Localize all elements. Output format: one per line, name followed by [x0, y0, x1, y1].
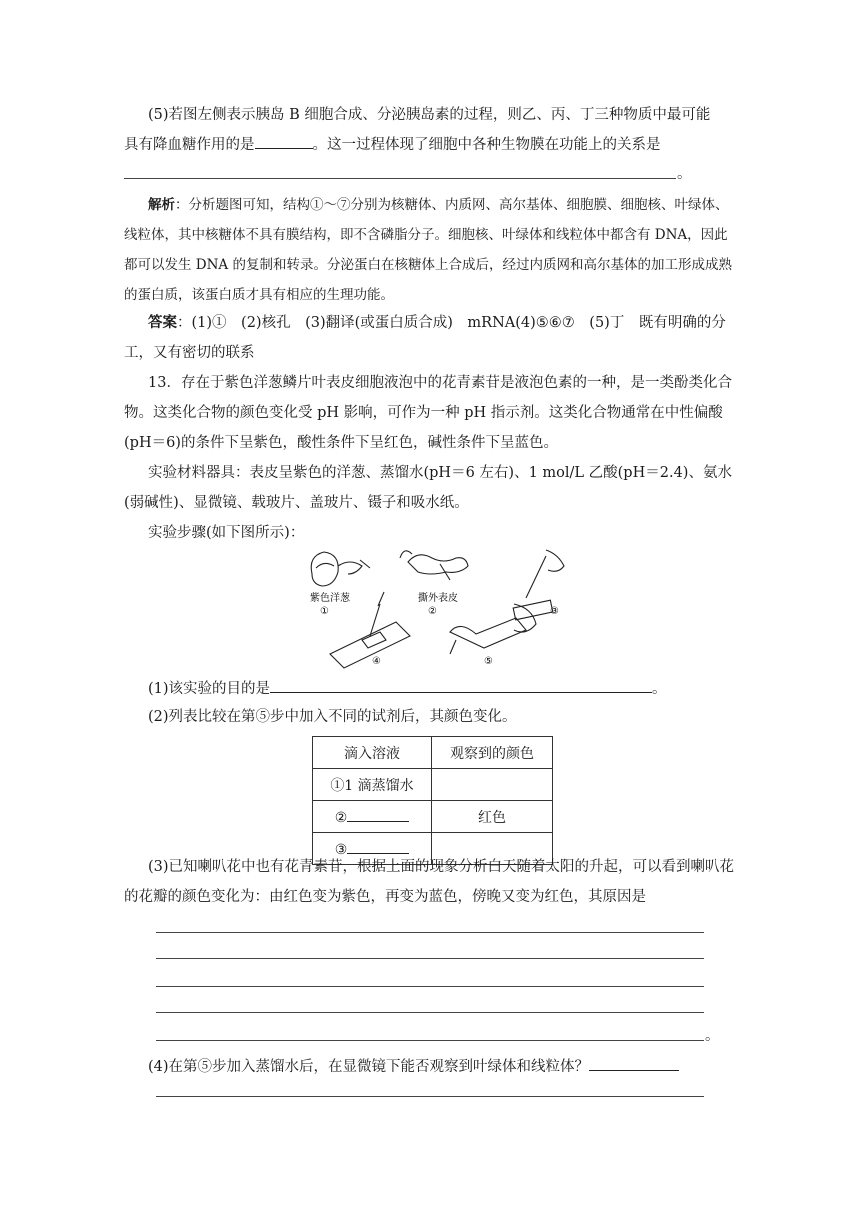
- table-row: [313, 801, 553, 833]
- q5-period: 。: [677, 166, 692, 182]
- table-blank-2[interactable]: [347, 807, 409, 822]
- q13-materials: 实验材料器具：表皮呈紫色的洋葱、蒸馏水(pH＝6 左右)、1 mol/L 乙酸(pH＝2.4)、氨水(弱碱性)、显微镜、载玻片、盖玻片、镊子和吸水纸。: [124, 465, 732, 511]
- q13-sub1-end: 。: [652, 681, 667, 697]
- table-row: [313, 769, 553, 801]
- color-table: [312, 736, 553, 865]
- table-header-row: [313, 737, 553, 769]
- q13-steps: 实验步骤(如下图所示)：: [148, 525, 305, 541]
- onion-icon: [311, 552, 338, 586]
- q13-intro: 13．存在于紫色洋葱鳞片叶表皮细胞液泡中的花青素苷是液泡色素的一种，是一类酚类化合物。这类化合物的颜色变化受 pH 影响，可作为一种 pH 指示剂。这类化合物通常在中性偏酸(pH＝6)的条件下呈紫色，酸性条件下呈红色，碱性条件下呈蓝色。: [124, 375, 732, 451]
- figure-number-4: ④: [372, 656, 381, 667]
- analysis-paragraph: [124, 190, 736, 310]
- table-cell-prefix: ③: [334, 842, 348, 858]
- q5-line2-end: 。这一过程体现了细胞中各种生物膜在功能上的关系是: [312, 137, 661, 153]
- table-cell: [313, 801, 432, 833]
- figure-number-5: ⑤: [484, 656, 493, 667]
- q13-sub3-answer-line-4[interactable]: [156, 1012, 704, 1013]
- q13-sub2: (2)列表比较在第⑤步中加入不同的试剂后，其颜色变化。: [148, 709, 517, 725]
- analysis-label: 解析: [148, 197, 175, 213]
- q13-sub1: [124, 674, 736, 704]
- q13-sub4-answer-line[interactable]: [156, 1096, 704, 1097]
- experiment-figure: [300, 544, 570, 670]
- dropper-hand-icon: [546, 550, 564, 571]
- q5-line2: [124, 130, 736, 160]
- q13-sub3-answer-line-3[interactable]: [156, 986, 704, 987]
- q13-sub1-text: (1)该实验的目的是: [148, 681, 271, 697]
- peeling-hands-icon: [408, 555, 468, 574]
- table-cell: 红色: [432, 801, 553, 833]
- q13-sub3-answer-line-1[interactable]: [156, 932, 704, 933]
- figure-label-peel: 撕外表皮: [418, 593, 458, 604]
- table-cell: ①1 滴蒸馏水: [313, 769, 432, 801]
- figure-number-3: ③: [550, 606, 559, 617]
- q13-sub4-blank[interactable]: [589, 1052, 679, 1071]
- figure-number-1: ①: [320, 606, 329, 617]
- answer-text: ：(1)① (2)核孔 (3)翻译(或蛋白质合成) mRNA(4)⑤⑥⑦ (5)丁 既有明确的分工，又有密切的联系: [124, 315, 726, 361]
- q5-line2-start: 具有降血糖作用的是: [124, 137, 255, 153]
- analysis-text: ：分析题图可知，结构①～⑦分别为核糖体、内质网、高尔基体、细胞膜、细胞核、叶绿体、线粒体，其中核糖体不具有膜结构，即不含磷脂分子。细胞核、叶绿体和线粒体中都含有 DNA，因此都可以发生 DNA 的复制和转录。分泌蛋白在核糖体上合成后，经过内质网和高尔基体的加工形成成熟的蛋白质，该蛋白质才具有相应的生理功能。: [124, 197, 732, 303]
- slide-with-coverslip-icon: [330, 622, 410, 668]
- answer-paragraph: [124, 308, 736, 368]
- absorbent-paper-icon: [450, 618, 526, 648]
- table-header-color: 观察到的颜色: [432, 737, 553, 769]
- q5-blank-1[interactable]: [255, 130, 313, 149]
- experiment-steps-illustration: [300, 544, 570, 670]
- q5-line1: (5)若图左侧表示胰岛 B 细胞合成、分泌胰岛素的过程，则乙、丙、丁三种物质中最可能: [148, 107, 711, 123]
- q13-sub3-period: 。: [705, 1028, 720, 1044]
- table-header-solution: 滴入溶液: [313, 737, 432, 769]
- q13-sub1-blank[interactable]: [270, 674, 652, 693]
- q13-sub3-answer-line-5[interactable]: [156, 1040, 704, 1041]
- figure-label-onion: 紫色洋葱: [310, 593, 350, 604]
- table-cell-prefix: ②: [334, 810, 348, 826]
- answer-label: 答案: [148, 314, 177, 331]
- q13-sub4-text: (4)在第⑤步加入蒸馏水后，在显微镜下能否观察到叶绿体和线粒体？: [148, 1059, 590, 1075]
- q13-sub3: (3)已知喇叭花中也有花青素苷，根据上面的现象分析白天随着太阳的升起，可以看到喇叭花的花瓣的颜色变化为：由红色变为紫色，再变为蓝色，傍晚又变为红色，其原因是: [124, 859, 735, 905]
- figure-number-2: ②: [428, 606, 437, 617]
- q13-sub3-answer-line-2[interactable]: [156, 958, 704, 959]
- q5-answer-line[interactable]: [124, 178, 676, 179]
- q13-sub4: [124, 1052, 736, 1082]
- table-cell-answer[interactable]: [432, 769, 553, 801]
